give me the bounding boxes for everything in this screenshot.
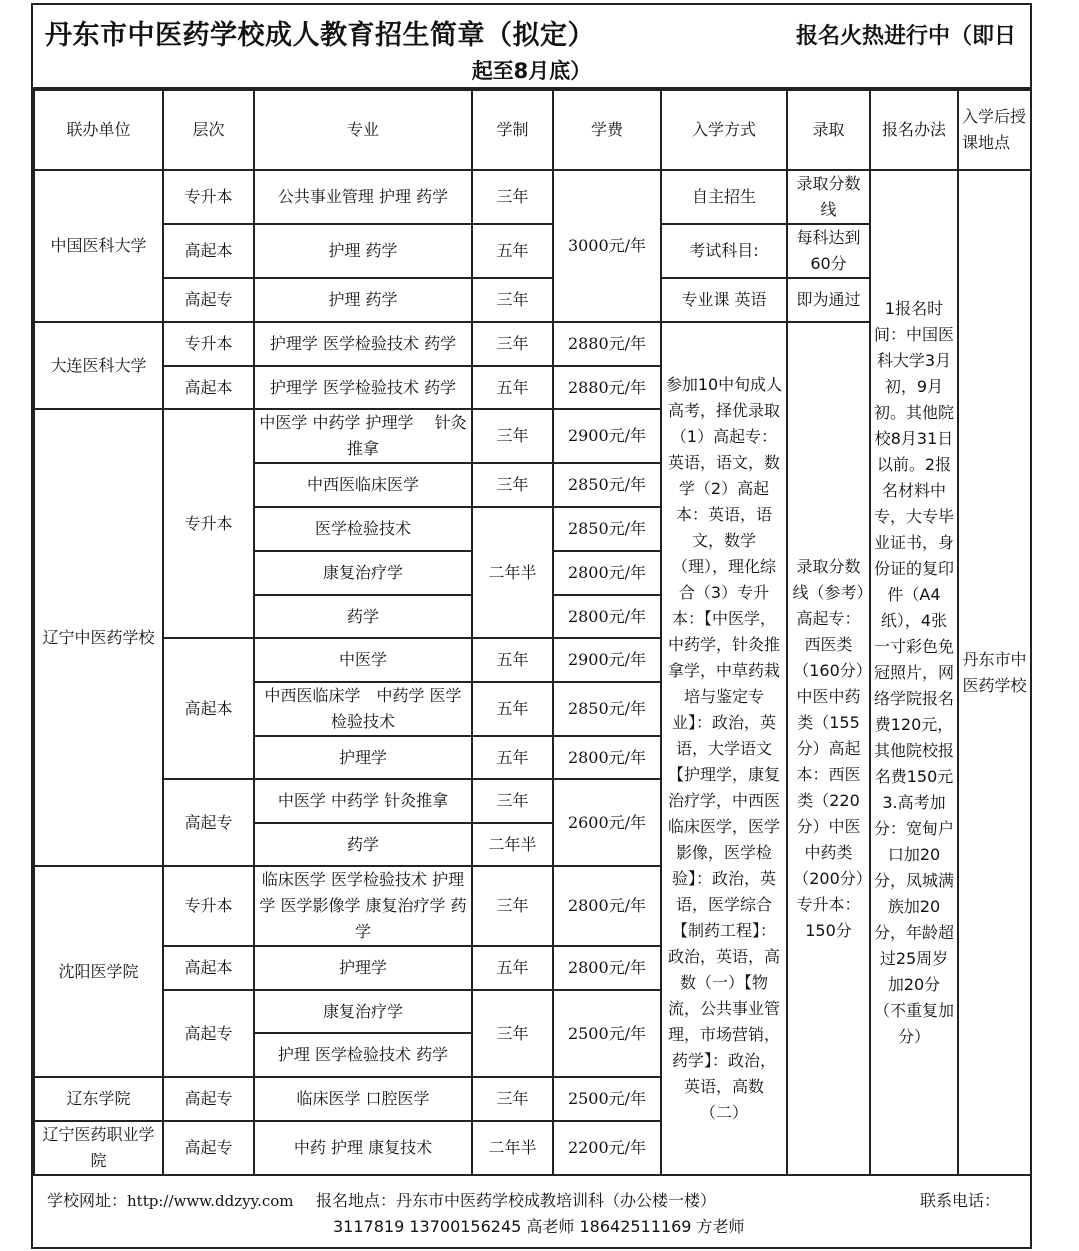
fee-cell: 2900元/年 xyxy=(553,409,661,463)
header-cell: 入学方式 xyxy=(661,90,787,170)
years-cell: 五年 xyxy=(472,366,553,409)
level-cell: 高起专 xyxy=(163,1121,254,1175)
major-cell: 护理 医学检验技术 药学 xyxy=(254,1033,472,1077)
major-cell: 护理学 医学检验技术 药学 xyxy=(254,366,472,409)
level-cell: 高起本 xyxy=(163,224,254,278)
unit-cell: 辽宁医药职业学院 xyxy=(34,1121,163,1175)
years-cell: 三年 xyxy=(472,409,553,463)
major-cell: 护理学 医学检验技术 药学 xyxy=(254,322,472,366)
footer-website xyxy=(47,1188,294,1211)
major-cell: 医学检验技术 xyxy=(254,507,472,551)
fee-cell: 2800元/年 xyxy=(553,946,661,990)
admit-cell: 录取分数线 xyxy=(787,170,870,224)
header-row xyxy=(34,90,1031,170)
fee-cell: 2850元/年 xyxy=(553,682,661,736)
years-cell: 三年 xyxy=(472,866,553,946)
level-cell: 高起专 xyxy=(163,990,254,1077)
years-cell: 五年 xyxy=(472,638,553,682)
header-cell: 学制 xyxy=(472,90,553,170)
method-long-cell: 参加10中旬成人高考，择优录取（1）高起专：英语，语文，数学（2）高起本：英语，语文，数学（理），理化综合（3）专升本：【中医学，中药学，针灸推拿学，中草药栽培与鉴定专业】：政治，英语，大学语文【护理学，康复治疗学，中西医临床医学，医学影像，医学检验】：政治，英语，医学综合【制药工程】：政治，英语，高数（一）【物流，公共事业管理，市场营销，药学】：政治，英语，高数（二） xyxy=(661,322,787,1175)
header-cell: 专业 xyxy=(254,90,472,170)
fee-cell: 2500元/年 xyxy=(553,990,661,1077)
years-cell: 三年 xyxy=(472,463,553,507)
fee-cell: 3000元/年 xyxy=(553,170,661,322)
level-cell: 专升本 xyxy=(163,322,254,366)
level-cell: 高起本 xyxy=(163,366,254,409)
years-cell: 二年半 xyxy=(472,507,553,638)
major-cell: 中西医临床学 中药学 医学检验技术 xyxy=(254,682,472,736)
major-cell: 临床医学 口腔医学 xyxy=(254,1077,472,1121)
fee-cell: 2600元/年 xyxy=(553,779,661,866)
unit-cell: 沈阳医学院 xyxy=(34,866,163,1077)
major-cell: 中医学 xyxy=(254,638,472,682)
major-cell: 护理 药学 xyxy=(254,278,472,322)
title-row xyxy=(33,5,1030,89)
fee-cell: 2900元/年 xyxy=(553,638,661,682)
major-cell: 药学 xyxy=(254,823,472,866)
footer xyxy=(33,1170,1030,1246)
admit-cell: 即为通过 xyxy=(787,278,870,322)
website-url[interactable]: http://www.ddzyy.com xyxy=(127,1192,294,1210)
unit-cell: 辽宁中医药学校 xyxy=(34,409,163,866)
website-label: 学校网址： xyxy=(47,1191,128,1210)
major-cell: 公共事业管理 护理 药学 xyxy=(254,170,472,224)
years-cell: 三年 xyxy=(472,779,553,823)
years-cell: 二年半 xyxy=(472,823,553,866)
years-cell: 三年 xyxy=(472,990,553,1077)
level-cell: 高起本 xyxy=(163,946,254,990)
enrollment-table xyxy=(33,89,1032,1176)
years-cell: 五年 xyxy=(472,736,553,779)
years-cell: 五年 xyxy=(472,946,553,990)
footer-phones: 3117819 13700156245 高老师 18642511169 方老师 xyxy=(333,1217,745,1236)
fee-cell: 2800元/年 xyxy=(553,736,661,779)
signup-cell: 1报名时间：中国医科大学3月初，9月初。其他院校8月31日以前。2报名材料中专，大专毕业证书，身份证的复印件（A4纸），4张一寸彩色免冠照片，网络学院报名费120元，其他院校报名费150元3.高考加分：宽甸户口加20分，凤城满族加20分，年龄超过25周岁加20分（不重复加分） xyxy=(870,170,958,1175)
fee-cell: 2800元/年 xyxy=(553,551,661,595)
level-cell: 专升本 xyxy=(163,409,254,638)
unit-cell: 辽东学院 xyxy=(34,1077,163,1121)
years-cell: 五年 xyxy=(472,682,553,736)
level-cell: 高起专 xyxy=(163,779,254,866)
fee-cell: 2200元/年 xyxy=(553,1121,661,1175)
fee-cell: 2880元/年 xyxy=(553,366,661,409)
header-cell: 录取 xyxy=(787,90,870,170)
level-cell: 专升本 xyxy=(163,170,254,224)
years-cell: 三年 xyxy=(472,322,553,366)
years-cell: 五年 xyxy=(472,224,553,278)
major-cell: 护理 药学 xyxy=(254,224,472,278)
major-cell: 中药 护理 康复技术 xyxy=(254,1121,472,1175)
years-cell: 二年半 xyxy=(472,1121,553,1175)
footer-tel-label: 联系电话： xyxy=(920,1191,1001,1210)
footer-address: 报名地点：丹东市中医药学校成教培训科（办公楼一楼） xyxy=(316,1191,717,1210)
level-cell: 高起本 xyxy=(163,638,254,779)
header-cell: 报名办法 xyxy=(870,90,958,170)
header-cell: 入学后授课地点 xyxy=(958,90,1031,170)
header-cell: 层次 xyxy=(163,90,254,170)
table-row xyxy=(34,170,1031,224)
years-cell: 三年 xyxy=(472,1077,553,1121)
level-cell: 高起专 xyxy=(163,1077,254,1121)
major-cell: 护理学 xyxy=(254,736,472,779)
method-cell: 自主招生 xyxy=(661,170,787,224)
header-cell: 学费 xyxy=(553,90,661,170)
major-cell: 康复治疗学 xyxy=(254,990,472,1033)
admit-long-cell: 录取分数线（参考）高起专：西医类（160分）中医中药类（155分）高起本：西医类（220分）中医中药类（200分）专升本：150分 xyxy=(787,322,870,1175)
unit-cell: 大连医科大学 xyxy=(34,322,163,409)
location-cell: 丹东市中医药学校 xyxy=(958,170,1031,1175)
method-cell: 考试科目: xyxy=(661,224,787,278)
major-cell: 临床医学 医学检验技术 护理学 医学影像学 康复治疗学 药学 xyxy=(254,866,472,946)
page-title: 丹东市中医药学校成人教育招生简章（拟定） xyxy=(45,20,595,51)
major-cell: 药学 xyxy=(254,595,472,638)
years-cell: 三年 xyxy=(472,170,553,224)
major-cell: 康复治疗学 xyxy=(254,551,472,595)
header-cell: 联办单位 xyxy=(34,90,163,170)
title-notice: 报名火热进行中（即日 xyxy=(795,24,1016,49)
years-cell: 三年 xyxy=(472,278,553,322)
major-cell: 中医学 中药学 针灸推拿 xyxy=(254,779,472,823)
fee-cell: 2850元/年 xyxy=(553,507,661,551)
fee-cell: 2880元/年 xyxy=(553,322,661,366)
admit-cell: 每科达到60分 xyxy=(787,224,870,278)
method-cell: 专业课 英语 xyxy=(661,278,787,322)
fee-cell: 2850元/年 xyxy=(553,463,661,507)
title-notice-continued: 起至8月底） xyxy=(471,59,592,83)
unit-cell: 中国医科大学 xyxy=(34,170,163,322)
major-cell: 护理学 xyxy=(254,946,472,990)
major-cell: 中西医临床医学 xyxy=(254,463,472,507)
fee-cell: 2800元/年 xyxy=(553,595,661,638)
fee-cell: 2500元/年 xyxy=(553,1077,661,1121)
level-cell: 专升本 xyxy=(163,866,254,946)
level-cell: 高起专 xyxy=(163,278,254,322)
major-cell: 中医学 中药学 护理学 针灸推拿 xyxy=(254,409,472,463)
fee-cell: 2800元/年 xyxy=(553,866,661,946)
